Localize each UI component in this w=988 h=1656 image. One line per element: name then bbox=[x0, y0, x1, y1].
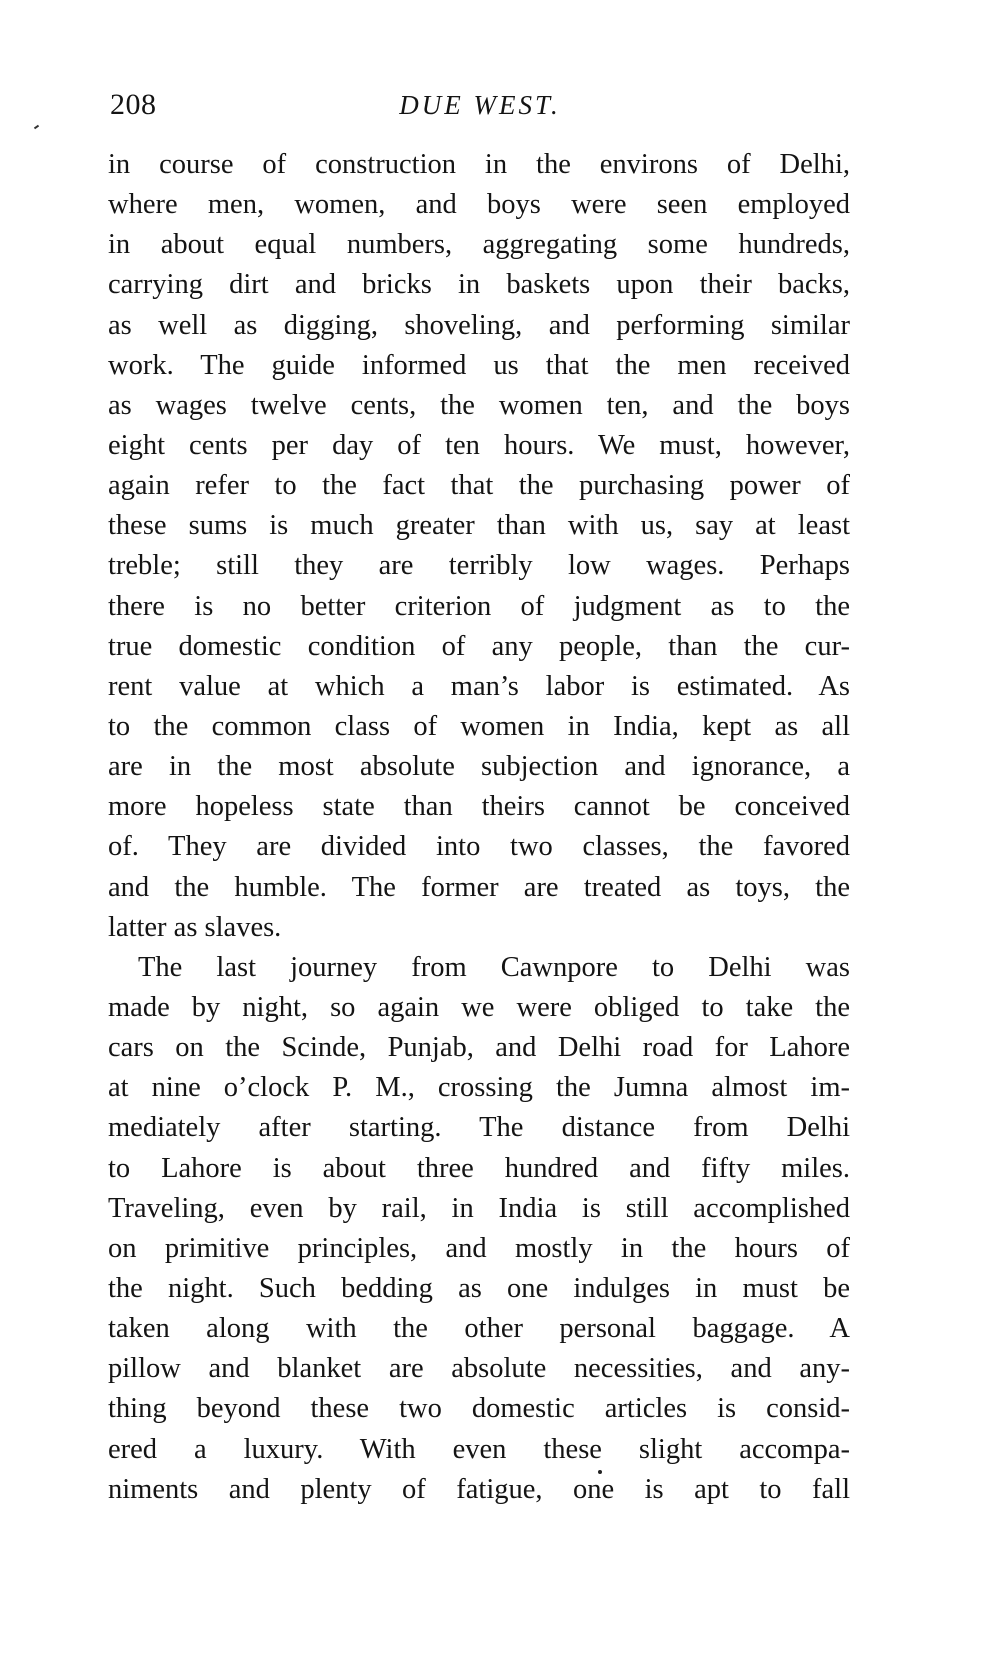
text-line: in about equal numbers, aggregating some hundreds, bbox=[108, 229, 850, 261]
text-line: rent value at which a man’s labor is estimated. As bbox=[108, 670, 850, 702]
text-line: mediately after starting. The distance from Delhi bbox=[108, 1112, 850, 1144]
page-body bbox=[108, 145, 850, 1510]
text-line: thing beyond these two domestic articles is consid- bbox=[108, 1393, 850, 1425]
text-line: ered a luxury. With even these slight accompa- bbox=[108, 1433, 850, 1465]
text-line: carrying dirt and bricks in baskets upon their backs, bbox=[108, 269, 850, 301]
text-line: The last journey from Cawnpore to Delhi was bbox=[138, 951, 850, 983]
running-title: DUE WEST. bbox=[399, 90, 561, 120]
text-line: at nine o’clock P. M., crossing the Jumna almost im- bbox=[108, 1072, 850, 1104]
text-line: pillow and blanket are absolute necessities, and any- bbox=[108, 1353, 850, 1385]
text-line: latter as slaves. bbox=[108, 911, 282, 943]
text-line: eight cents per day of ten hours. We must, however, bbox=[108, 429, 850, 461]
text-line: as wages twelve cents, the women ten, and the boys bbox=[108, 389, 850, 421]
text-line: where men, women, and boys were seen employed bbox=[108, 189, 850, 221]
text-line: made by night, so again we were obliged to take the bbox=[108, 991, 850, 1023]
text-line: work. The guide informed us that the men received bbox=[108, 349, 850, 381]
text-line: treble; still they are terribly low wages. Perhaps bbox=[108, 550, 850, 582]
text-line: and the humble. The former are treated as toys, the bbox=[108, 871, 850, 903]
stray-ink-mark bbox=[34, 125, 39, 130]
text-line: Traveling, even by rail, in India is still accomplished bbox=[108, 1192, 850, 1224]
text-line: the night. Such bedding as one indulges in must be bbox=[108, 1272, 850, 1304]
stray-ink-dot bbox=[598, 1470, 602, 1474]
text-line: cars on the Scinde, Punjab, and Delhi road for Lahore bbox=[108, 1032, 850, 1064]
text-line: there is no better criterion of judgment as to the bbox=[108, 590, 850, 622]
text-line: niments and plenty of fatigue, one is apt to fall bbox=[108, 1473, 850, 1505]
text-line: these sums is much greater than with us, say at least bbox=[108, 510, 850, 542]
text-line: true domestic condition of any people, than the cur- bbox=[108, 630, 850, 662]
text-line: in course of construction in the environs of Delhi, bbox=[108, 149, 850, 180]
paragraph bbox=[108, 145, 850, 948]
text-line: of. They are divided into two classes, the favored bbox=[108, 831, 850, 863]
text-line: taken along with the other personal baggage. A bbox=[108, 1313, 850, 1345]
text-line: more hopeless state than theirs cannot be conceived bbox=[108, 791, 850, 823]
text-line: on primitive principles, and mostly in the hours of bbox=[108, 1232, 850, 1264]
text-line: to the common class of women in India, kept as all bbox=[108, 710, 850, 742]
page-header bbox=[110, 88, 850, 130]
page-number: 208 bbox=[110, 88, 157, 121]
text-line: again refer to the fact that the purchasing power of bbox=[108, 470, 850, 502]
text-line: as well as digging, shoveling, and performing similar bbox=[108, 309, 850, 341]
paragraph bbox=[108, 948, 850, 1510]
text-line: are in the most absolute subjection and ignorance, a bbox=[108, 751, 850, 783]
text-line: to Lahore is about three hundred and fifty miles. bbox=[108, 1152, 850, 1184]
